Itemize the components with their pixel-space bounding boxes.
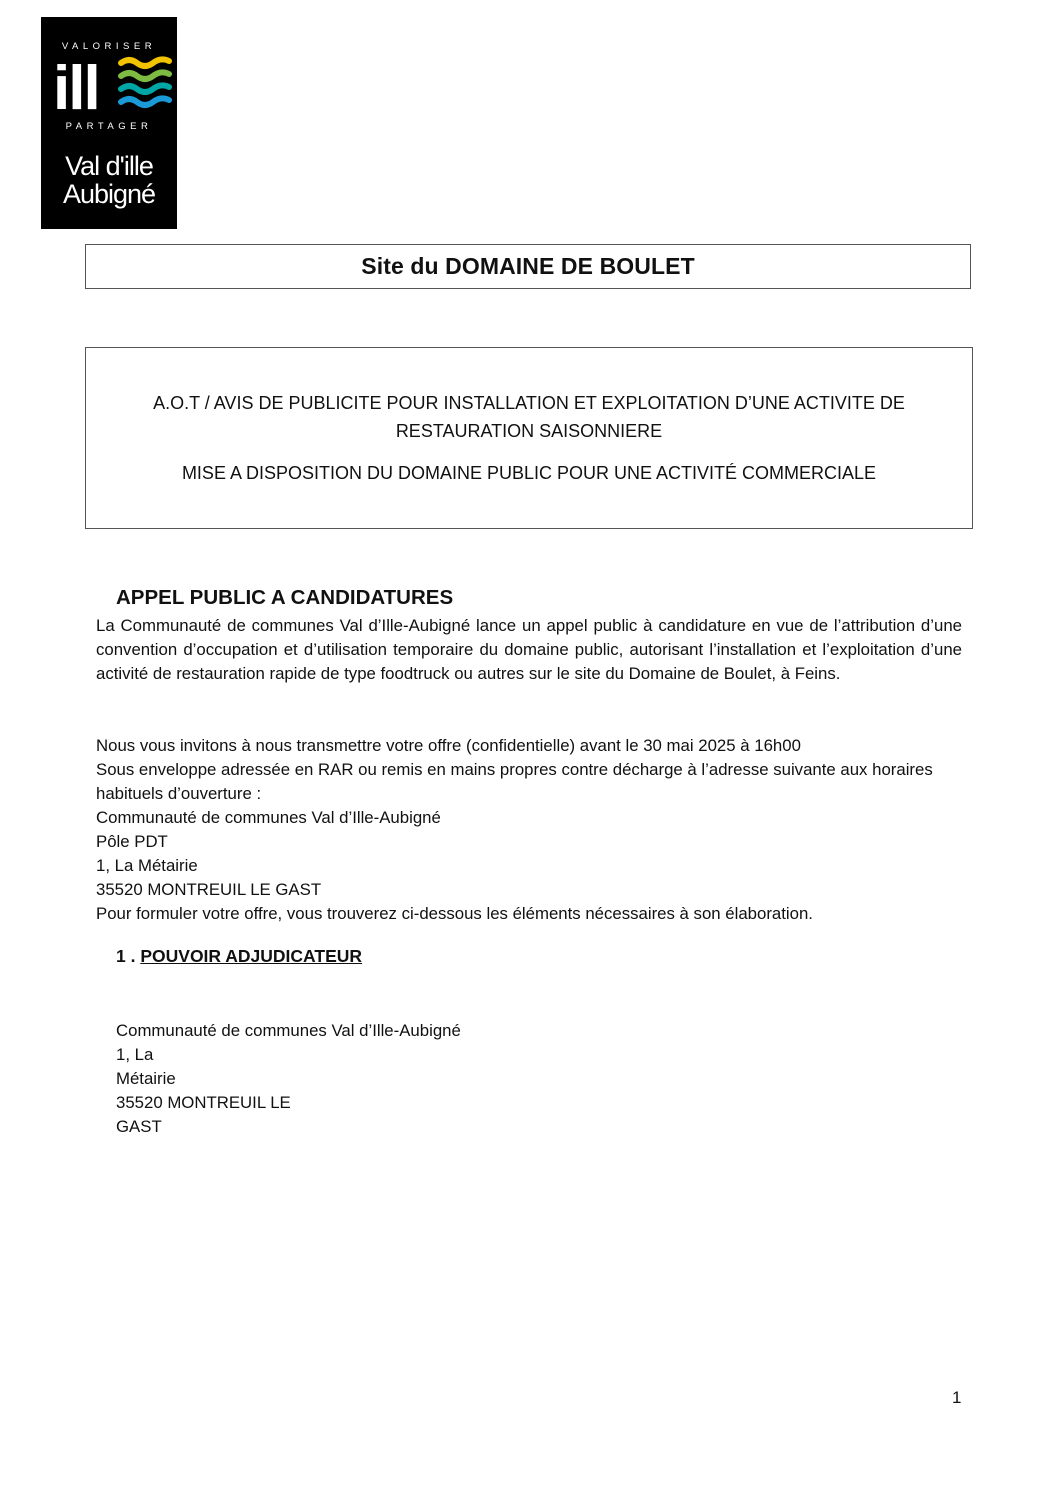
address-line: 1, La Métairie <box>96 856 198 875</box>
appel-paragraph: La Communauté de communes Val d’Ille-Aubigné lance un appel public à candidature en vue de l’attribution d’une convention d’occupation et d’utilisation temporaire du domaine public, autorisant l’installation et l’exploitation d’une activité de restauration rapide de type foodtruck ou autres sur le site du Domaine de Boulet, à Feins. <box>96 616 962 683</box>
section-name: POUVOIR ADJUDICATEUR <box>140 946 363 966</box>
document-title: Site du DOMAINE DE BOULET <box>85 244 971 289</box>
address-line: Communauté de communes Val d’Ille-Aubigné <box>96 808 441 827</box>
page-number: 1 <box>952 1388 962 1407</box>
invite-line: Nous vous invitons à nous transmettre votre offre (confidentielle) avant le 30 mai 2025 à 16h00 <box>96 736 801 755</box>
logo-name-line2: Aubigné <box>62 179 156 209</box>
logo-bottom-text: PARTAGER <box>65 121 153 132</box>
section-address-line: GAST <box>116 1117 162 1136</box>
section-address-line: 35520 MONTREUIL LE <box>116 1093 291 1112</box>
address-line: Pôle PDT <box>96 832 168 851</box>
section-address-line: Communauté de communes Val d’Ille-Aubigné <box>116 1021 461 1040</box>
val-dille-aubigne-logo <box>41 17 177 229</box>
aot-line-1: A.O.T / AVIS DE PUBLICITE POUR INSTALLATION ET EXPLOITATION D’UNE ACTIVITE DE <box>153 393 905 413</box>
section-number: 1 . <box>116 946 136 966</box>
envelope-line-1: Sous enveloppe adressée en RAR ou remis en mains propres contre décharge à l’adresse suivante aux horaires <box>96 760 933 779</box>
aot-line-2: RESTAURATION SAISONNIERE <box>395 421 663 441</box>
closing-line: Pour formuler votre offre, vous trouverez ci-dessous les éléments nécessaires à son élaboration. <box>96 904 813 923</box>
aot-line-3: MISE A DISPOSITION DU DOMAINE PUBLIC POUR UNE ACTIVITÉ COMMERCIALE <box>181 463 877 483</box>
section-address-line: 1, La <box>116 1045 154 1064</box>
logo-name-line1: Val d'ille <box>65 151 153 181</box>
address-line: 35520 MONTREUIL LE GAST <box>96 880 322 899</box>
section-address-line: Métairie <box>116 1069 176 1088</box>
logo-mark: ill <box>53 54 99 123</box>
section-1-title <box>116 946 362 967</box>
aot-notice-box <box>85 347 973 529</box>
envelope-line-2: habituels d’ouverture : <box>96 784 262 803</box>
logo-graphic <box>41 17 177 229</box>
logo-top-text: VALORISER <box>61 41 157 52</box>
appel-heading: APPEL PUBLIC A CANDIDATURES <box>116 586 454 609</box>
